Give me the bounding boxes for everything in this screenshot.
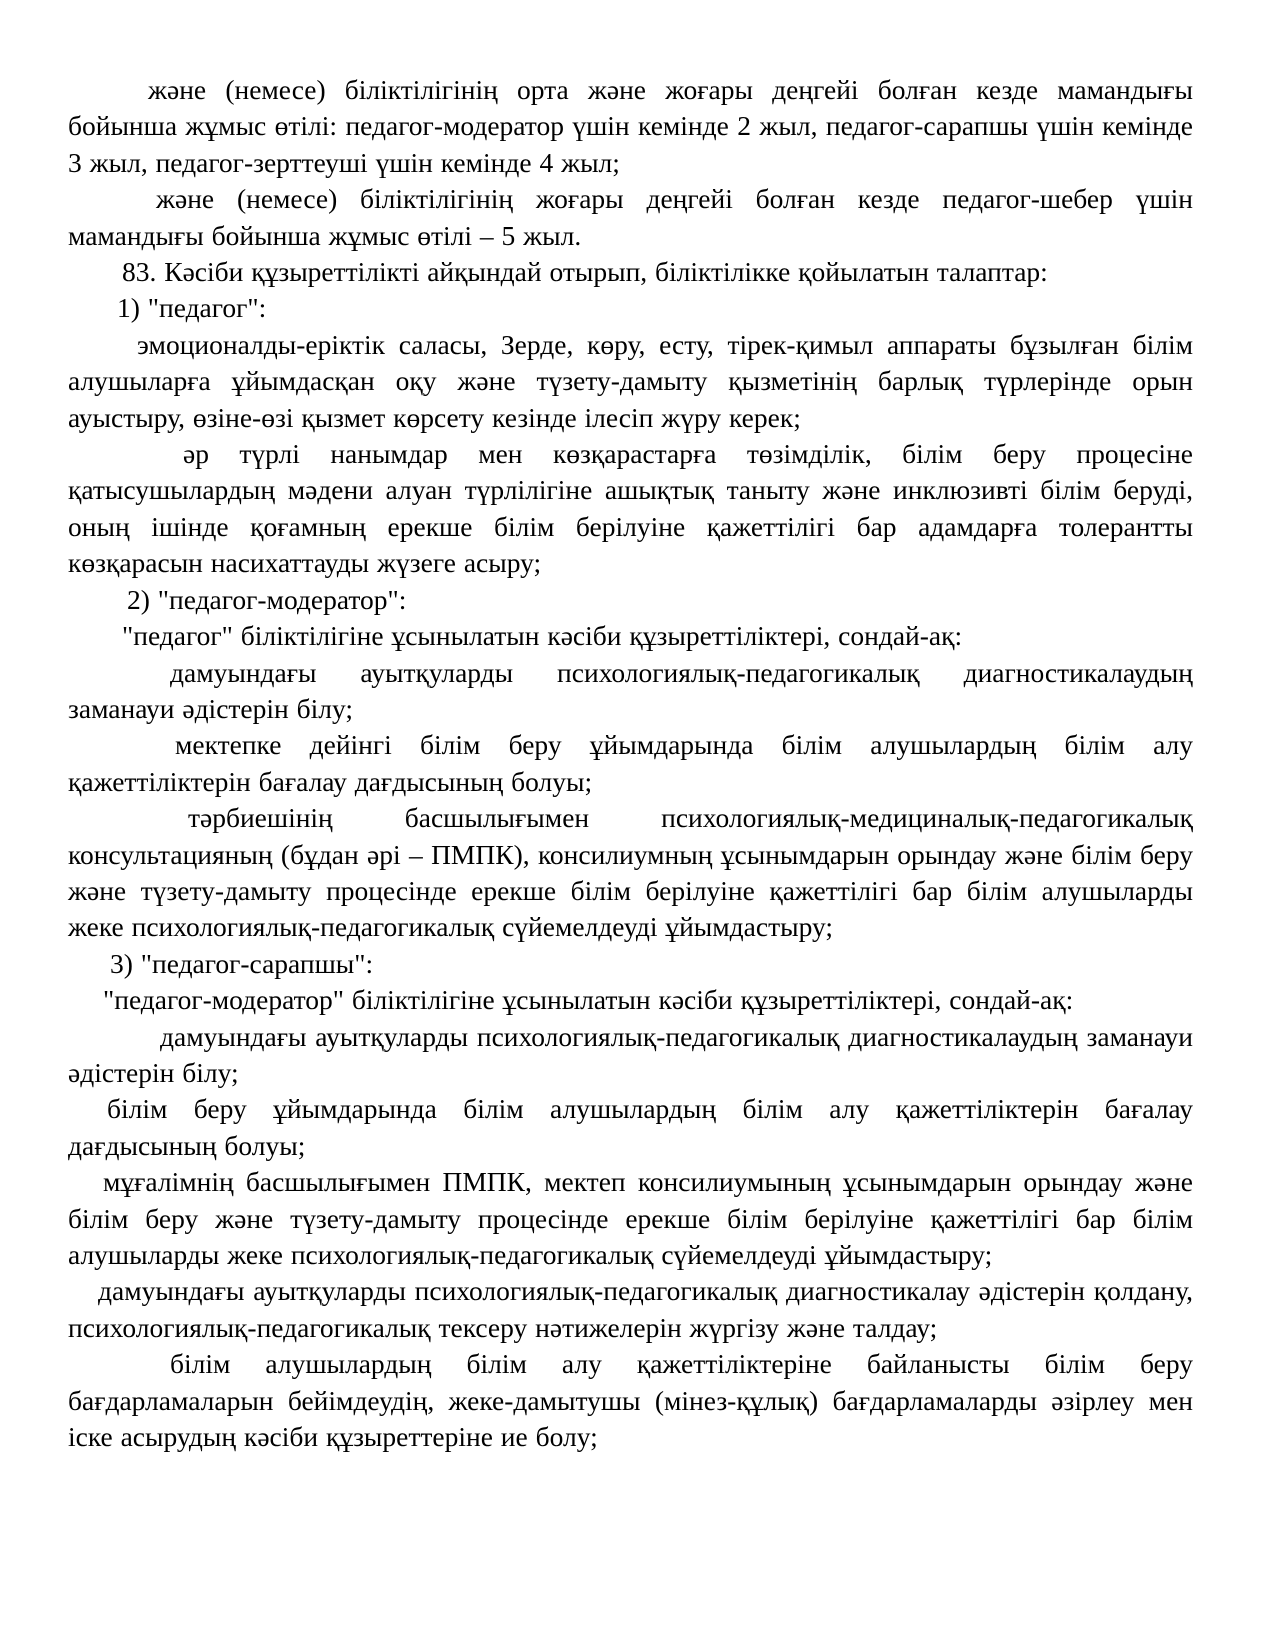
document-paragraph: 1) "педагог": <box>117 292 267 324</box>
document-paragraph: мектепке дейінгі білім беру ұйымдарында білім алушылардың білім алу қажеттіліктерін бағалау дағдысының болуы; <box>68 729 1193 797</box>
document-paragraph: дамуындағы ауытқуларды психологиялық-педагогикалық диагностикалаудың заманауи әдістерін білу; <box>68 656 1193 724</box>
document-paragraph: және (немесе) біліктілігінің жоғары деңгейі болған кезде педагог-шебер үшін мамандығы бойынша жұмыс өтілі – 5 жыл. <box>68 183 1193 251</box>
document-paragraph: білім алушылардың білім алу қажеттіліктеріне байланысты білім беру бағдарламаларын бейімдеудің, жеке-дамытушы (мінез-құлық) бағдарламаларды әзірлеу мен іске асырудың кәсіби құзыреттеріне ие болу; <box>68 1348 1193 1453</box>
document-paragraph: 83. Кәсіби құзыреттілікті айқындай отырып, біліктілікке қойылатын талаптар: <box>122 256 1048 288</box>
document-paragraph: "педагог-модератор" біліктілігіне ұсынылатын кәсіби құзыреттіліктері, сондай-ақ: <box>103 984 1074 1016</box>
document-paragraph: мұғалімнің басшылығымен ПМПК, мектеп консилиумының ұсынымдарын орындау және білім беру және түзету-дамыту процесінде ерекше білім берілуіне қажеттілігі бар білім алушыларды жеке психологиялық-педагогикалық сүйемелдеуді ұйымдастыру; <box>68 1166 1193 1270</box>
document-paragraph: "педагог" біліктілігіне ұсынылатын кәсіби құзыреттіліктері, сондай-ақ: <box>122 620 963 652</box>
document-paragraph: әр түрлі нанымдар мен көзқарастарға төзімділік, білім беру процесіне қатысушылардың мәдени алуан түрлілігіне ашықтық таныту және инклюзивті білім беруді, оның ішінде қоғамның ерекше білім берілуіне қажеттілігі бар адамдарға толерантты көзқарасын насихаттауды жүзеге асыру; <box>68 438 1193 579</box>
document-paragraph: және (немесе) біліктілігінің орта және жоғары деңгейі болған кезде мамандығы бойынша жұмыс өтілі: педагог-модератор үшін кемінде 2 жыл, педагог-сарапшы үшін кемінде 3 жыл, педагог-зерттеуші үшін кемінде 4 жыл; <box>68 74 1193 178</box>
document-text <box>68 72 1193 1455</box>
document-paragraph: білім беру ұйымдарында білім алушылардың білім алу қажеттіліктерін бағалау дағдысының болуы; <box>68 1093 1193 1161</box>
document-paragraph: дамуындағы ауытқуларды психологиялық-педагогикалық диагностикалаудың заманауи әдістерін білу; <box>68 1020 1193 1088</box>
document-paragraph: тәрбиешінің басшылығымен психологиялық-медициналық-педагогикалық консультацияның (бұдан әрі – ПМПК), консилиумның ұсынымдарын орындау және білім беру және түзету-дамыту процесінде ерекше білім берілуіне қажеттілігі бар білім алушыларды жеке психологиялық-педагогикалық сүйемелдеуді ұйымдастыру; <box>68 802 1193 943</box>
document-paragraph: 2) "педагог-модератор": <box>127 583 407 615</box>
document-paragraph: дамуындағы ауытқуларды психологиялық-педагогикалық диагностикалау әдістерін қолдану, психологиялық-педагогикалық тексеру нәтижелерін жүргізу және талдау; <box>68 1275 1193 1343</box>
document-paragraph: эмоционалды-еріктік саласы, Зерде, көру, есту, тірек-қимыл аппараты бұзылған білім алушыларға ұйымдасқан оқу және түзету-дамыту қызметінің барлық түрлерінде орын ауыстыру, өзіне-өзі қызмет көрсету кезінде ілесіп жүру керек; <box>68 328 1193 433</box>
document-paragraph: 3) "педагог-сарапшы": <box>110 947 374 979</box>
